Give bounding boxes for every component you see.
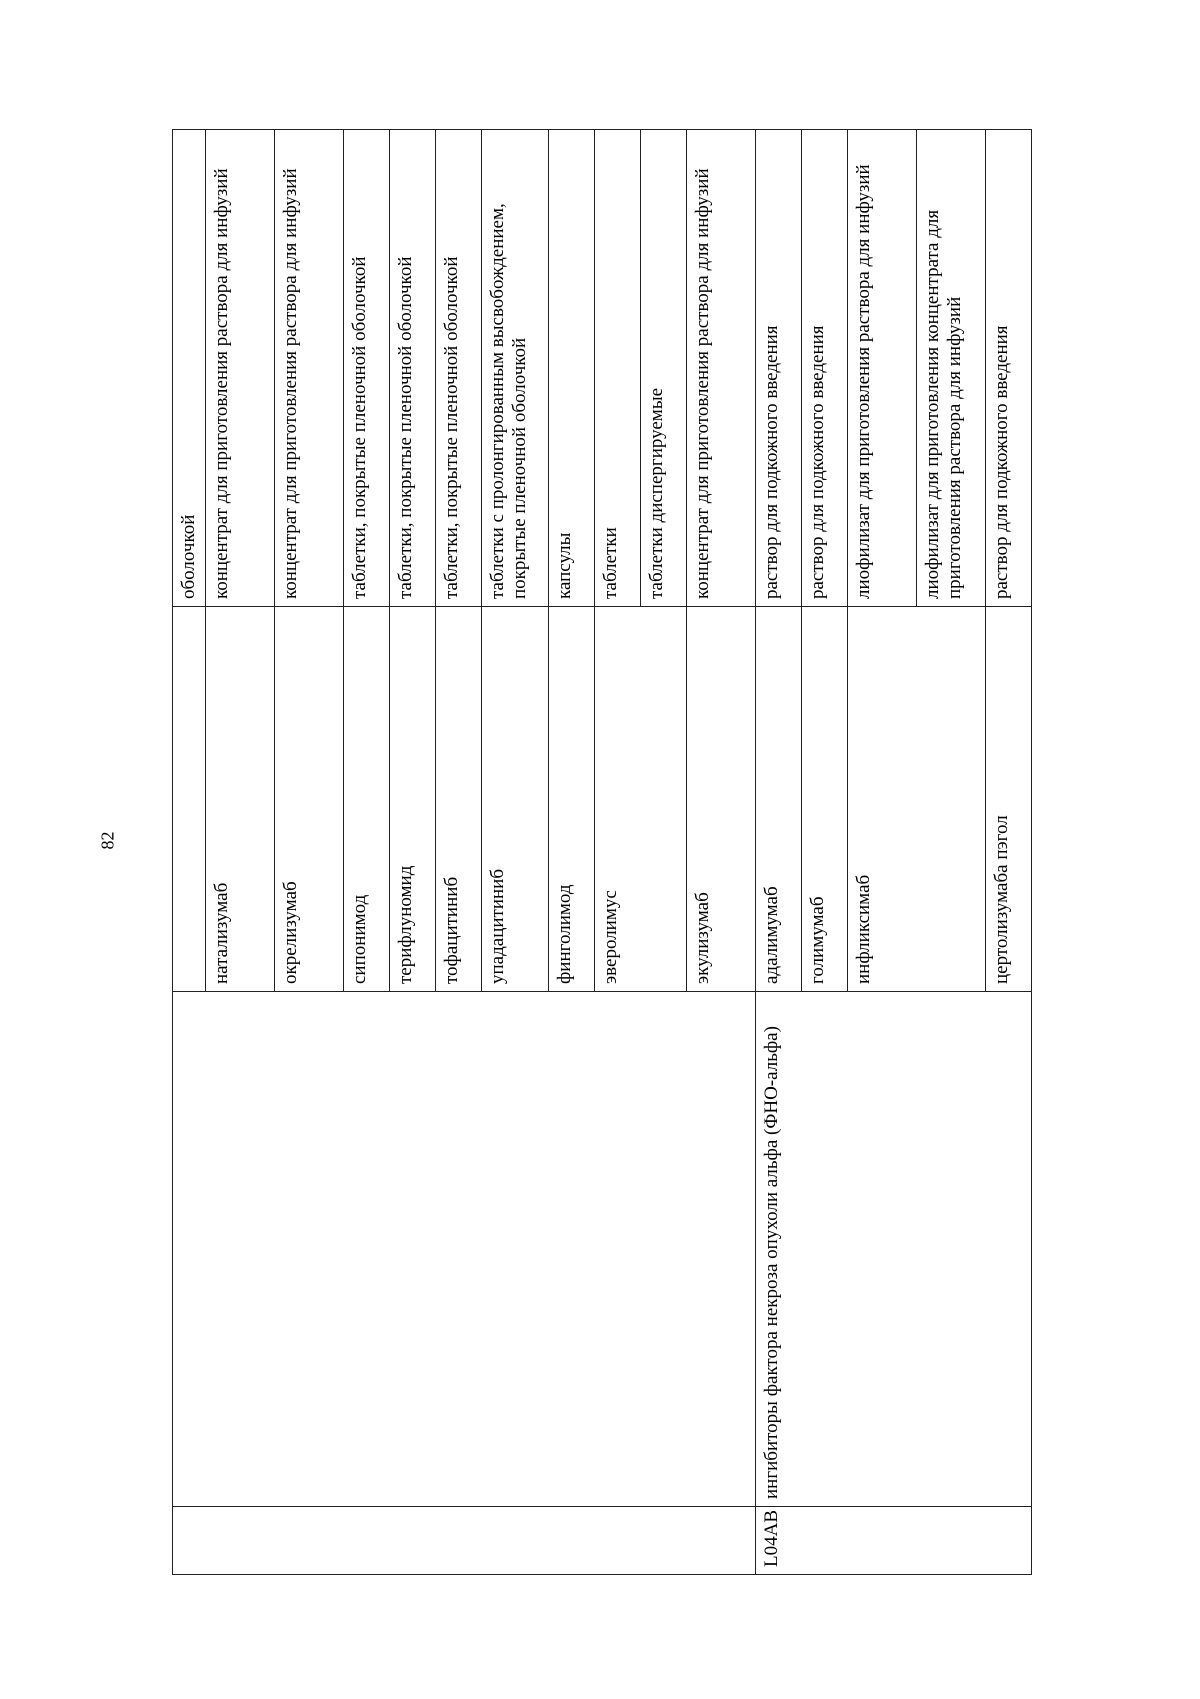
medication-table xyxy=(172,129,1032,1575)
drug-cell: упадацитиниб xyxy=(482,607,549,992)
form-cell: раствор для подкожного введения xyxy=(802,130,848,607)
drug-cell: голимумаб xyxy=(802,607,848,992)
atc-group-cell xyxy=(173,992,756,1507)
drug-cell: натализумаб xyxy=(206,607,275,992)
atc-code-cell xyxy=(173,1507,756,1575)
form-cell: лиофилизат для приготовления раствора для инфузий xyxy=(848,130,917,607)
form-cell: оболочкой xyxy=(173,130,206,607)
form-cell: таблетки xyxy=(595,130,641,607)
drug-cell: экулизумаб xyxy=(687,607,756,992)
drug-cell: терифлуномид xyxy=(390,607,436,992)
form-cell: капсулы xyxy=(549,130,595,607)
drug-cell: тофацитиниб xyxy=(436,607,482,992)
form-cell: таблетки диспергируемые xyxy=(641,130,687,607)
atc-group-cell: ингибиторы фактора некроза опухоли альфа (ФНО-альфа) xyxy=(756,992,1032,1507)
atc-code-cell: L04AB xyxy=(756,1507,1032,1575)
drug-cell: адалимумаб xyxy=(756,607,802,992)
form-cell: концентрат для приготовления раствора для инфузий xyxy=(275,130,344,607)
rotated-table-frame xyxy=(172,130,1147,1575)
drug-cell: финголимод xyxy=(549,607,595,992)
form-cell: таблетки, покрытые пленочной оболочкой xyxy=(436,130,482,607)
form-cell: раствор для подкожного введения xyxy=(986,130,1032,607)
form-cell: концентрат для приготовления раствора для инфузий xyxy=(206,130,275,607)
form-cell: таблетки, покрытые пленочной оболочкой xyxy=(344,130,390,607)
form-cell: таблетки с пролонгированным высвобождением, покрытые пленочной оболочкой xyxy=(482,130,549,607)
page-number-text: 82 xyxy=(97,831,118,849)
form-cell: лиофилизат для приготовления концентрата для приготовления раствора для инфузий xyxy=(917,130,986,607)
drug-cell: сипонимод xyxy=(344,607,390,992)
drug-cell: окрелизумаб xyxy=(275,607,344,992)
drug-cell: эверолимус xyxy=(595,607,687,992)
table-row xyxy=(173,130,206,1575)
form-cell: таблетки, покрытые пленочной оболочкой xyxy=(390,130,436,607)
form-cell: концентрат для приготовления раствора для инфузий xyxy=(687,130,756,607)
form-cell: раствор для подкожного введения xyxy=(756,130,802,607)
drug-cell xyxy=(173,607,206,992)
drug-cell: инфликсимаб xyxy=(848,607,986,992)
table-row xyxy=(756,130,802,1575)
page-number xyxy=(96,820,120,860)
drug-cell: цертолизумаба пэгол xyxy=(986,607,1032,992)
